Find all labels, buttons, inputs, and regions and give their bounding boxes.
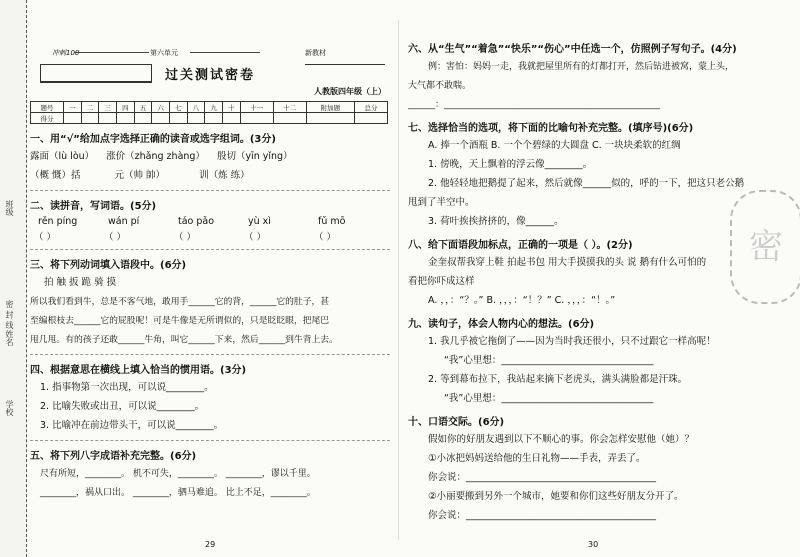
idiom-item[interactable]: 3. 比喻冲在前边带头干，可以说________。 [40,420,224,431]
table-cell: 附加题 [306,102,354,113]
option-line[interactable]: A. ，，：“？。” B. ，，，：“！？” C. ，，，：“！。” [428,295,616,306]
answer-blank[interactable]: （ ） [104,232,127,243]
table-cell: 六 [152,102,170,113]
choice-item[interactable]: 殷切（yīn yǐng） [216,151,293,162]
question-8-title: 八、给下面语段加标点，正确的一项是（ ）。(2分) [408,240,633,251]
score-table [30,101,388,124]
sentence-item: 1. 我几乎被它拖倒了——因为当时我还很小，只不过跟它一样高呢！ [428,336,716,347]
title-row [30,64,390,84]
separator [30,249,390,250]
simile-item[interactable]: 1. 傍晚，天上飘着的浮云像________。 [428,159,593,170]
table-row [31,113,388,124]
table-cell: 七 [170,102,188,113]
score-cell[interactable] [306,113,354,124]
example-line: 例：害怕：妈妈一走，我就把屋里所有的灯都打开，然后钻进被窝，蒙上头， [428,62,735,72]
answer-line[interactable]: “我”心里想：________________________________ [444,393,654,404]
binding-margin [0,0,27,557]
choice-item[interactable]: 露面（lù lòu） [30,151,95,162]
score-cell[interactable] [273,113,306,124]
question-10-title: 十、口语交际。(6分) [408,417,505,428]
proverb-line[interactable]: ________，祸从口出。 ________，驷马难追。 比上不足，________。 [40,488,316,498]
sentence-item: 2. 等到幕布拉下，我站起来摘下老虎头，满头满脸都是汗珠。 [428,374,688,385]
passage-line[interactable]: 所以我们看到牛，总是不客气地，敢用手______它的背，______它的肚子，甚 [30,297,330,307]
passage-line: 看把你吓成这样 [408,276,475,287]
prompt-line: ②小丽要搬到另外一个城市，她要和你们这些好朋友分开了。 [428,491,684,502]
score-cell[interactable] [170,113,188,124]
grade-label: 人教版四年级（上） [314,87,386,96]
answer-blank[interactable]: （ ） [244,232,267,243]
score-cell[interactable] [205,113,223,124]
unit-type-label: 第六单元 [150,49,178,57]
table-cell: 一 [63,102,81,113]
pinyin-row [38,216,390,227]
question-1-title: 一、用“√”给加点字选择正确的读音或选字组词。(3分) [30,134,276,145]
table-cell: 五 [134,102,152,113]
header-rule [74,52,149,53]
simile-item[interactable]: 2. 他轻轻地把鹅提了起来，然后就像______似的，呼的一下，把这只老公鹅 [428,178,745,189]
page-divider [398,20,399,540]
answer-blank-row [34,229,390,243]
answer-line[interactable]: 你会说：________________________________________ [428,510,657,521]
choice-item[interactable]: 元（帅 帥） [114,170,166,181]
passage-line[interactable]: 至编根枝去______它的屁股呢！可是牛像是无所谓似的，只是眨眨眼，把尾巴 [30,316,330,326]
question-6-title: 六、从“生气”“着急”“快乐”“伤心”中任选一个，仿照例子写句子。(4分) [408,44,737,55]
version-label: 新教材 [305,49,326,57]
answer-blank[interactable]: （ ） [174,232,197,243]
prompt-line: 假如你的好朋友遇到以下不顺心的事。你会怎样安慰他（她）？ [428,434,695,445]
score-cell[interactable] [152,113,170,124]
answer-line[interactable]: 你会说：________________________________________ [428,472,657,483]
table-cell: 十 [223,102,241,113]
score-cell[interactable] [99,113,117,124]
table-cell: 三 [99,102,117,113]
choice-item[interactable]: 训（炼 练） [199,170,250,181]
verb-list: 拍 触 扳 跪 骑 摸 [44,277,117,288]
question-5-title: 五、将下列八字成语补充完整。(6分) [30,451,197,462]
secret-stamp: 密 [730,190,800,304]
pinyin-item: fǔ mō [318,216,346,227]
table-row [31,102,388,113]
table-cell: 题号 [31,102,64,113]
table-cell: 总分 [354,102,387,113]
seal-label: 密 封 线 [5,300,14,330]
score-cell[interactable] [117,113,135,124]
left-page [30,40,390,504]
score-cell[interactable] [223,113,241,124]
page-number-left: 29 [205,540,216,549]
answer-line[interactable]: ______：________________________________________________ [408,100,661,110]
table-cell: 四 [117,102,135,113]
answer-line[interactable]: “我”心里想：________________________________ [444,355,654,366]
score-cell[interactable] [187,113,205,124]
table-cell: 十一 [240,102,273,113]
question-2-title: 二、读拼音，写词语。(5分) [30,201,157,212]
choice-item[interactable]: 涨价（zhǎng zhàng） [106,151,205,162]
question-4-title: 四、根据意思在横线上填入恰当的惯用语。(3分) [30,365,247,376]
header-rule [190,52,260,53]
pinyin-item: yù xì [248,216,271,227]
prompt-line: ①小冰把妈妈送给他的生日礼物——手表，弄丢了。 [428,453,646,464]
page-title: 过关测试密卷 [164,68,255,83]
separator [30,440,390,441]
header-strip [30,40,390,64]
proverb-line[interactable]: 尺有所短，________。 机不可失，________。 ________，谬以千里。 [40,469,316,479]
table-cell: 二 [81,102,99,113]
separator [30,354,390,355]
option-line: A. 捧一个酒瓶 B. 一个个碧绿的大圆盘 C. 一块块柔软的红绸 [428,140,681,151]
score-cell[interactable] [240,113,273,124]
table-cell: 九 [205,102,223,113]
pinyin-item: wán pí [108,216,140,227]
idiom-item[interactable]: 1. 指事物第一次出现，可以说________。 [40,382,214,393]
school-label: 学校 [5,400,14,416]
simile-item: 甩到了半空中。 [408,197,475,208]
pinyin-item: táo pǎo [178,216,215,227]
question-1-row [30,149,390,165]
question-7-title: 七、选择恰当的选项，将下面的比喻句补充完整。(填序号)(6分) [408,123,694,134]
answer-blank[interactable]: （ ） [314,232,337,243]
table-cell: 得分 [31,113,64,124]
table-cell: 八 [187,102,205,113]
idiom-item[interactable]: 2. 比喻失败或出丑，可以说________。 [40,401,205,412]
separator [30,190,390,191]
question-1-row [30,168,390,184]
table-cell: 十二 [273,102,306,113]
page-number-right: 30 [588,540,599,549]
class-label: 班级 [5,200,14,216]
simile-item[interactable]: 3. 荷叶挨挨挤挤的，像______。 [428,216,564,227]
brand-label: 冲刺100 [52,49,80,57]
pinyin-item: rěn píng [38,216,78,227]
question-3-title: 三、将下列动词填入语段中。(6分) [30,260,187,271]
example-line: 大气都不敢喘。 [408,81,472,91]
score-cell[interactable] [354,113,387,124]
passage-line[interactable]: 甩几甩。有的孩子还敢______牛角，叫它______下来，然后______到牛背上去。 [30,335,338,345]
passage-line: 金奎叔帮我穿上鞋 拍起书包 用大手摸摸我的头 说 鹅有什么可怕的 [428,257,707,268]
answer-blank[interactable]: （ ） [34,232,57,243]
score-cell[interactable] [63,113,81,124]
name-label: 姓名 [5,330,14,346]
question-9-title: 九、读句子，体会人物内心的想法。(6分) [408,319,595,330]
score-cell[interactable] [134,113,152,124]
score-cell[interactable] [81,113,99,124]
choice-item[interactable]: （概 慨）括 [30,170,81,181]
